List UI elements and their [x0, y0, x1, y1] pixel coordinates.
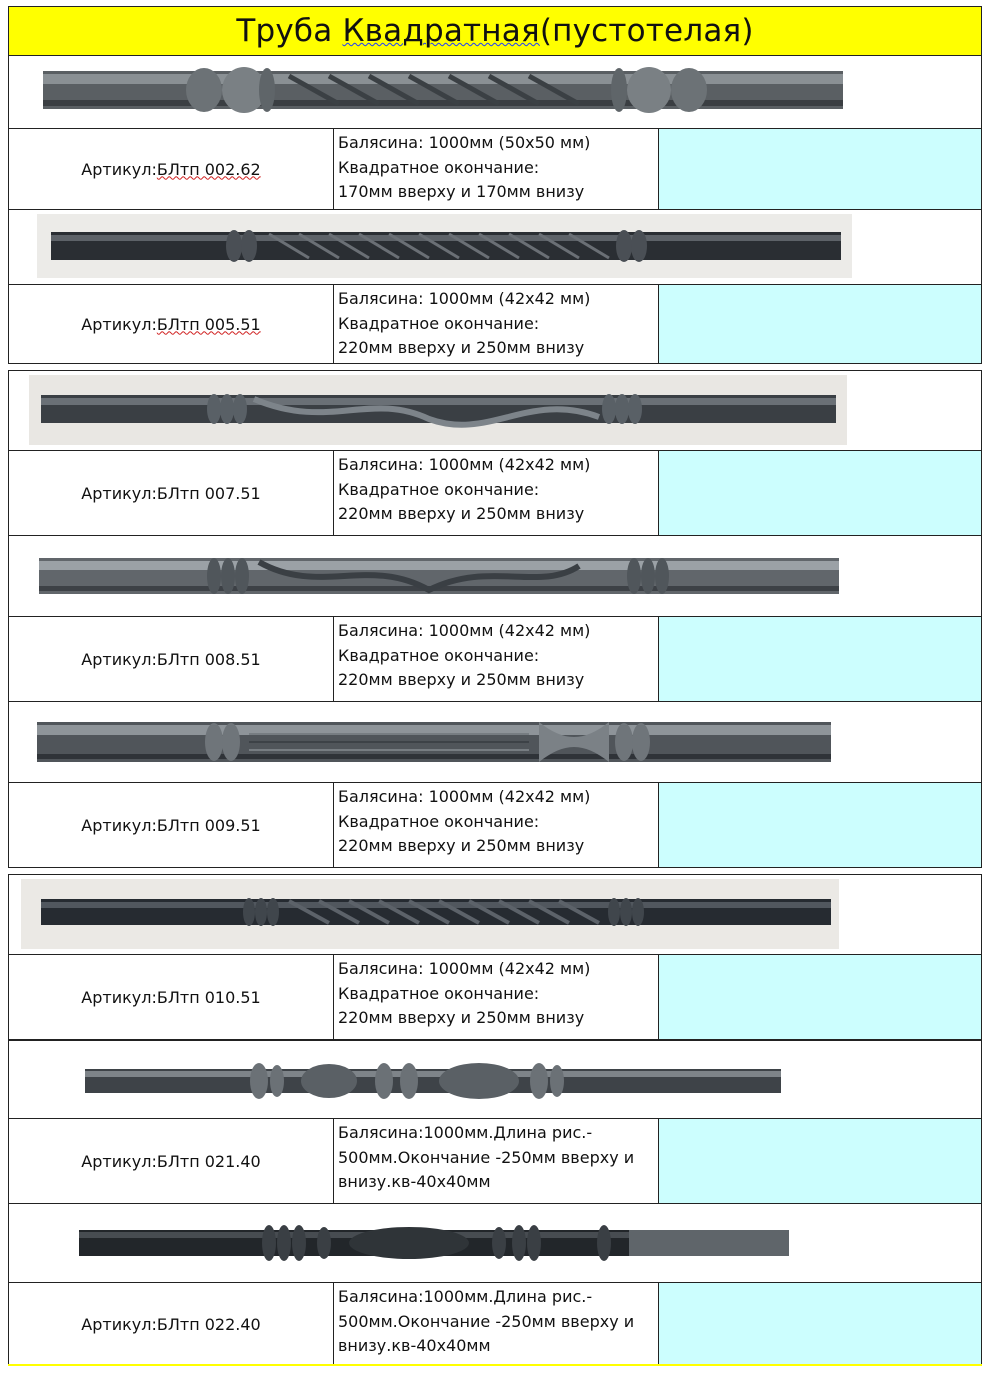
price-cell [659, 451, 981, 535]
product-image-row [8, 1040, 982, 1118]
article-cell: Артикул: БЛтп 021.40 [9, 1119, 334, 1203]
product-image-row [8, 702, 982, 782]
baluster-image-010-51 [9, 875, 982, 954]
description-cell: Балясина:1000мм.Длина рис.- 500мм.Окончание -250мм вверху и внизу.кв-40х40мм [334, 1119, 659, 1203]
article-cell: Артикул: БЛтп 007.51 [9, 451, 334, 535]
description-cell: Балясина: 1000мм (42х42 мм) Квадратное окончание: 220мм вверху и 250мм внизу [334, 617, 659, 701]
price-cell [659, 783, 981, 867]
baluster-image-002-62 [9, 56, 982, 128]
article-cell: Артикул: БЛтп 002.62 [9, 129, 334, 209]
product-info-row [8, 284, 982, 364]
price-cell [659, 617, 981, 701]
bottom-divider [8, 1364, 982, 1366]
page-header [8, 6, 982, 56]
article-cell: Артикул: БЛтп 005.51 [9, 285, 334, 363]
description-cell: Балясина: 1000мм (50х50 мм) Квадратное окончание: 170мм вверху и 170мм внизу [334, 129, 659, 209]
price-cell [659, 285, 981, 363]
price-cell [659, 955, 981, 1039]
product-info-row [8, 128, 982, 210]
page-title: Труба Квадратная(пустотелая) [236, 13, 754, 49]
product-info-row [8, 782, 982, 868]
product-image-row [8, 56, 982, 128]
product-info-row [8, 450, 982, 536]
article-cell: Артикул: БЛтп 022.40 [9, 1283, 334, 1365]
description-cell: Балясина: 1000мм (42х42 мм) Квадратное окончание: 220мм вверху и 250мм внизу [334, 783, 659, 867]
baluster-image-022-40 [9, 1204, 982, 1282]
article-cell: Артикул: БЛтп 009.51 [9, 783, 334, 867]
product-info-row [8, 1118, 982, 1204]
article-cell: Артикул: БЛтп 010.51 [9, 955, 334, 1039]
price-cell [659, 1283, 981, 1365]
baluster-image-021-40 [9, 1041, 982, 1118]
price-cell [659, 1119, 981, 1203]
product-info-row [8, 616, 982, 702]
price-cell [659, 129, 981, 209]
product-image-row [8, 1204, 982, 1282]
product-image-row [8, 536, 982, 616]
article-cell: Артикул: БЛтп 008.51 [9, 617, 334, 701]
product-image-row [8, 370, 982, 450]
baluster-image-005-51 [9, 210, 982, 284]
description-cell: Балясина: 1000мм (42х42 мм) Квадратное окончание: 220мм вверху и 250мм внизу [334, 285, 659, 363]
product-info-row [8, 1282, 982, 1366]
baluster-image-007-51 [9, 371, 982, 450]
product-image-row [8, 210, 982, 284]
description-cell: Балясина:1000мм.Длина рис.- 500мм.Окончание -250мм вверху и внизу.кв-40х40мм [334, 1283, 659, 1365]
baluster-image-008-51 [9, 536, 982, 616]
product-info-row [8, 954, 982, 1040]
description-cell: Балясина: 1000мм (42х42 мм) Квадратное окончание: 220мм вверху и 250мм внизу [334, 451, 659, 535]
product-image-row [8, 874, 982, 954]
baluster-image-009-51 [9, 702, 982, 782]
description-cell: Балясина: 1000мм (42х42 мм) Квадратное окончание: 220мм вверху и 250мм внизу [334, 955, 659, 1039]
